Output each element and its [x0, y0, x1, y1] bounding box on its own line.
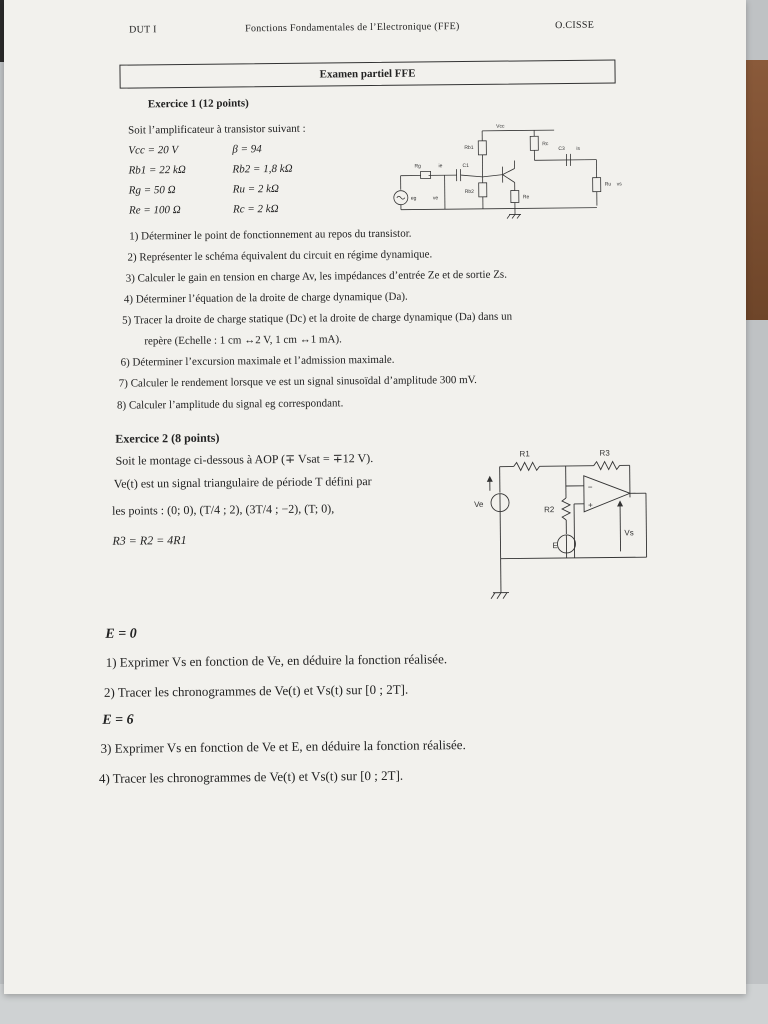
exam-title-box	[119, 59, 615, 88]
exam-title: Examen partiel FFE	[319, 67, 416, 81]
ex1-question-5: 5) Tracer la droite de charge statique (Dc) et la droite de charge dynamique (Da) dans un	[122, 310, 513, 327]
label-r3: R3	[599, 448, 610, 458]
label-c3: C3	[558, 145, 565, 153]
header-class: DUT I	[129, 24, 157, 36]
param-rb2: Rb2 = 1,8 kΩ	[232, 162, 293, 176]
exercise-2-line-2: Ve(t) est un signal triangulaire de période T défini par	[113, 474, 372, 491]
param-rc: Rc = 2 kΩ	[232, 202, 279, 216]
header-course: Fonctions Fondamentales de l’Electronique (FFE)	[245, 21, 460, 35]
param-re: Re = 100 Ω	[128, 204, 181, 217]
label-rb2: Rb2	[464, 188, 474, 196]
ex1-question-6: 6) Déterminer l’excursion maximale et l’admission maximale.	[120, 353, 395, 369]
exercise-1-intro: Soit l’amplificateur à transistor suivant :	[128, 122, 306, 137]
ex1-question-2: 2) Représenter le schéma équivalent du circuit en régime dynamique.	[127, 248, 433, 264]
label-ve: ve	[432, 195, 439, 202]
exercise-2-line-1: Soit le montage ci-dessous à AOP (∓ Vsat = ∓12 V).	[115, 451, 374, 468]
label-r2: R2	[544, 505, 555, 515]
exercise-1-title: Exercice 1 (12 points)	[147, 97, 249, 111]
ex2-question-3: 3) Exprimer Vs en fonction de Ve et E, en déduire la fonction réalisée.	[100, 737, 466, 756]
label-plus: +	[588, 500, 593, 510]
label-minus: −	[587, 482, 593, 492]
param-rb1: Rb1 = 22 kΩ	[128, 163, 186, 177]
label-e: E	[552, 541, 558, 551]
exercise-2-points: les points : (0; 0), (T/4 ; 2), (3T/4 ; −2), (T; 0),	[112, 501, 335, 518]
transistor-amplifier-circuit	[384, 117, 625, 230]
param-beta: β = 94	[232, 143, 262, 156]
ex2-question-2: 2) Tracer les chronogrammes de Ve(t) et Vs(t) sur [0 ; 2T].	[103, 681, 409, 700]
ex2-question-1: 1) Exprimer Vs en fonction de Ve, en déduire la fonction réalisée.	[105, 651, 448, 670]
label-vs: vs	[616, 181, 622, 188]
opamp-circuit	[469, 441, 657, 609]
label-ie: ie	[438, 163, 443, 170]
ex1-question-4: 4) Déterminer l’équation de la droite de charge dynamique (Da).	[123, 290, 408, 306]
label-rb1: Rb1	[464, 144, 474, 152]
case-2-label: E = 6	[102, 712, 134, 728]
ex1-question-3: 3) Calculer le gain en tension en charge Av, les impédances d’entrée Ze et de sortie Zs.	[125, 268, 508, 285]
ex2-question-4: 4) Tracer les chronogrammes de Ve(t) et Vs(t) sur [0 ; 2T].	[98, 767, 404, 786]
exam-sheet	[4, 0, 746, 994]
param-rg: Rg = 50 Ω	[128, 184, 176, 197]
label-re: Re	[522, 194, 530, 201]
label-ru: Ru	[604, 181, 612, 188]
label-vcc: Vcc	[496, 123, 505, 130]
case-1-label: E = 0	[105, 626, 137, 642]
ex1-question-5-cont: repère (Echelle : 1 cm ↔2 V, 1 cm ↔1 mA).	[144, 333, 342, 348]
label-r1: R1	[519, 449, 530, 459]
param-vcc: Vcc = 20 V	[128, 144, 179, 157]
label-ve-opamp: Ve	[474, 499, 484, 509]
label-c1: C1	[462, 162, 469, 170]
label-is: is	[576, 145, 580, 152]
label-rc: Rc	[542, 141, 549, 148]
label-vs-opamp: Vs	[624, 528, 634, 538]
ex1-question-1: 1) Déterminer le point de fonctionnement au repos du transistor.	[129, 227, 412, 243]
param-ru: Ru = 2 kΩ	[232, 182, 280, 196]
label-eg: eg	[410, 195, 417, 202]
exercise-2-relation: R3 = R2 = 4R1	[112, 532, 187, 548]
ex1-question-8: 8) Calculer l’amplitude du signal eg correspondant.	[116, 397, 344, 412]
ex1-question-7: 7) Calculer le rendement lorsque ve est un signal sinusoïdal d’amplitude 300 mV.	[118, 373, 477, 390]
label-rg: Rg	[414, 163, 421, 170]
exercise-2-title: Exercice 2 (8 points)	[115, 430, 220, 446]
header-author: O.CISSE	[554, 19, 595, 32]
